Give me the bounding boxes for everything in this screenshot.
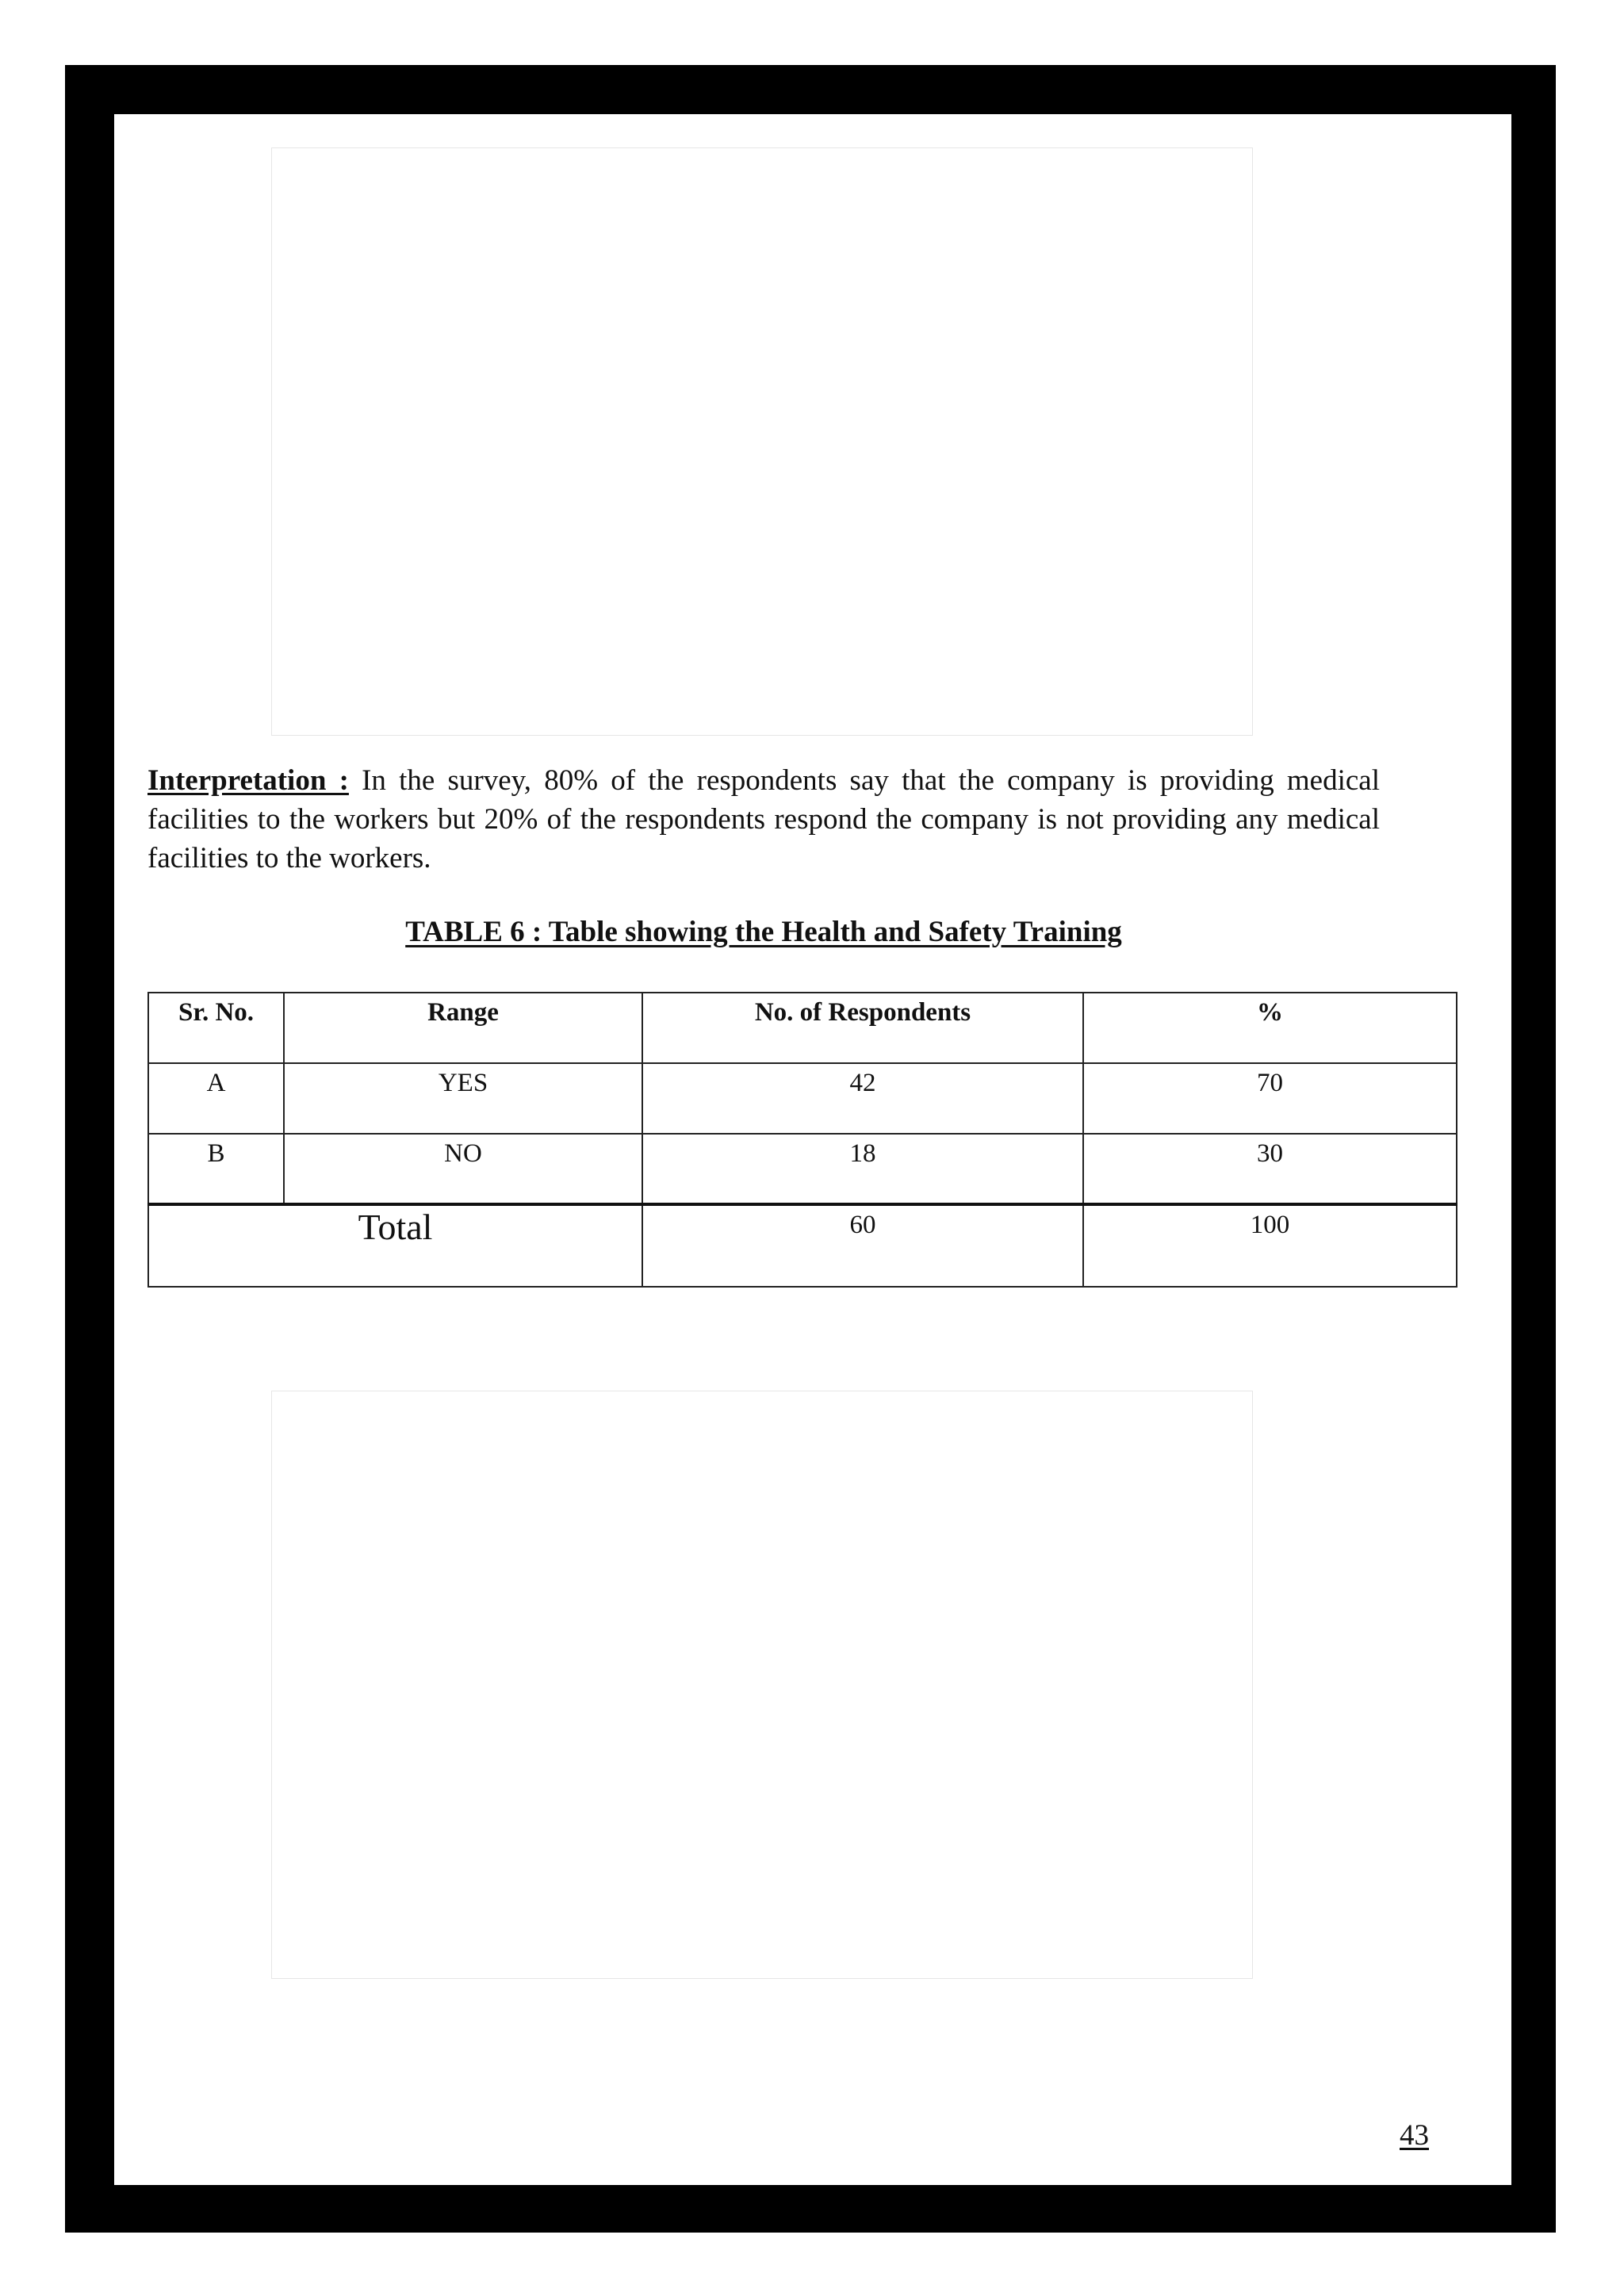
header-range: Range [284,993,642,1063]
chart-placeholder-top [271,147,1253,736]
data-table [147,992,1457,1288]
header-respondents: No. of Respondents [642,993,1083,1063]
interpretation-label: Interpretation : [147,764,349,797]
cell-respondents: 18 [642,1134,1083,1204]
header-percent: % [1083,993,1457,1063]
cell-respondents: 42 [642,1063,1083,1134]
table-title: TABLE 6 : Table showing the Health and Safety Training [405,916,1122,948]
cell-percent: 30 [1083,1134,1457,1204]
chart-placeholder-bottom [271,1391,1253,1979]
page-number: 43 [1400,2119,1429,2152]
total-percent: 100 [1083,1204,1457,1287]
cell-percent: 70 [1083,1063,1457,1134]
interpretation-paragraph [147,761,1380,878]
cell-sr-no: B [148,1134,284,1204]
cell-range: NO [284,1134,642,1204]
total-label: Total [148,1204,642,1287]
cell-range: YES [284,1063,642,1134]
total-respondents: 60 [642,1204,1083,1287]
cell-sr-no: A [148,1063,284,1134]
table-header-row [148,993,1457,1063]
table-row [148,1063,1457,1134]
table-row [148,1134,1457,1204]
table-total-row [148,1204,1457,1287]
header-sr-no: Sr. No. [148,993,284,1063]
interpretation-text: In the survey, 80% of the respondents say that the company is providing medical facilities to the workers but 20% of the respondents respond the company is not providing any medical facilities to the workers. [147,764,1381,874]
